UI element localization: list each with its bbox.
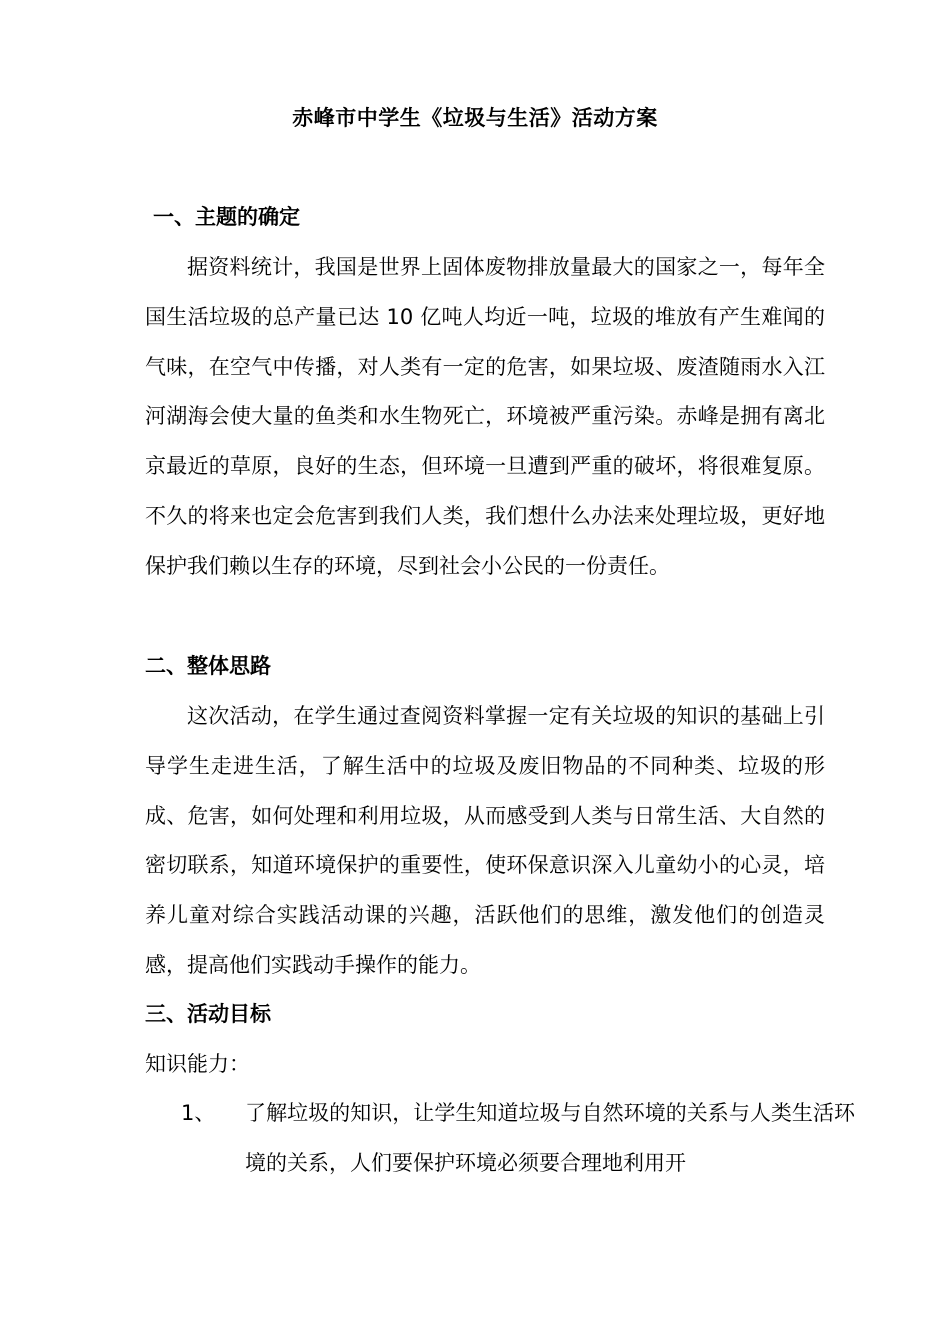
list-item-number: 1、 (181, 1101, 216, 1125)
section-paragraph-1: 据资料统计，我国是世界上固体废物排放量最大的国家之一，每年全国生活垃圾的总产量已达 10 亿吨人均近一吨，垃圾的堆放有产生难闻的气味，在空气中传播，对人类有一定的危害，如果垃圾、废渣随雨水入江河湖海会使大量的鱼类和水生物死亡，环境被严重污染。赤峰是拥有离北京最近的草原，良好的生态，但环境一旦遭到严重的破坏，将很难复原。不久的将来也定会危害到我们人类，我们想什么办法来处理垃圾，更好地保护我们赖以生存的环境，尽到社会小公民的一份责任。 (145, 255, 825, 578)
section-heading-3: 三、活动目标 (145, 1002, 271, 1026)
subheading-knowledge-ability: 知识能力： (145, 1052, 250, 1076)
document-title: 赤峰市中学生《垃圾与生活》活动方案 (292, 106, 658, 130)
list-item (181, 1089, 855, 1189)
section-paragraph-2: 这次活动，在学生通过查阅资料掌握一定有关垃圾的知识的基础上引导学生走进生活，了解生活中的垃圾及废旧物品的不同种类、垃圾的形成、危害，如何处理和利用垃圾，从而感受到人类与日常生活、大自然的密切联系，知道环境保护的重要性，使环保意识深入儿童幼小的心灵，培养儿童对综合实践活动课的兴趣，活跃他们的思维，激发他们的创造灵感，提高他们实践动手操作的能力。 (145, 704, 825, 977)
section-heading-2: 二、整体思路 (145, 654, 271, 678)
section-heading-1: 一、主题的确定 (153, 205, 300, 229)
list-item-text: 了解垃圾的知识，让学生知道垃圾与自然环境的关系与人类生活环境的关系，人们要保护环境必须要合理地利用开 (245, 1101, 855, 1175)
